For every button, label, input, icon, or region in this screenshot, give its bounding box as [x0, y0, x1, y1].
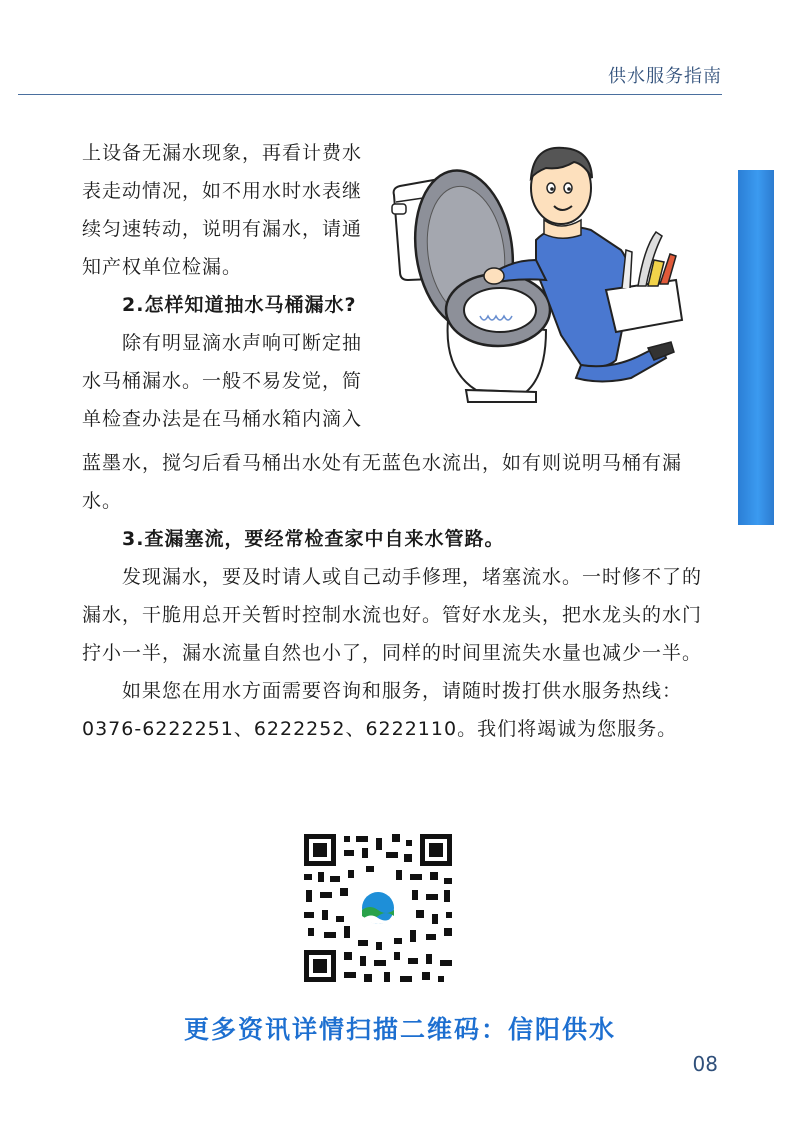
- qr-caption: 更多资讯详情扫描二维码：信阳供水: [183, 1015, 616, 1044]
- header-section-title: 供水服务指南: [608, 66, 722, 87]
- text-block-full: [82, 444, 702, 748]
- header-divider: [18, 94, 722, 95]
- text-block-top: [82, 134, 382, 438]
- section-heading-2: 2.怎样知道抽水马桶漏水?: [122, 294, 357, 316]
- qr-code-icon[interactable]: [300, 830, 456, 986]
- paragraph-line: 知产权单位检漏。: [82, 256, 243, 278]
- paragraph-line: 续匀速转动，说明有漏水，请通: [82, 218, 363, 240]
- page-number: 08: [692, 1052, 718, 1076]
- section-heading-3: 3.查漏塞流，要经常检查家中自来水管路。: [122, 528, 505, 550]
- paragraph-line: 表走动情况，如不用水时水表继: [82, 180, 363, 202]
- side-color-tab: [738, 170, 774, 525]
- paragraph-repair: 发现漏水，要及时请人或自己动手修理，堵塞流水。一时修不了的漏水，干脆用总开关暂时控制水流也好。管好水龙头，把水龙头的水门拧小一半，漏水流量自然也小了，同样的时间里流失水量也减少一半。: [82, 566, 703, 664]
- paragraph-line: 单检查办法是在马桶水箱内滴入: [82, 408, 363, 430]
- plumber-toilet-illustration: [386, 120, 686, 410]
- paragraph-line: 除有明显滴水声响可断定抽: [122, 332, 363, 354]
- paragraph-line: 水马桶漏水。一般不易发觉，简: [82, 370, 363, 392]
- paragraph-hotline: 如果您在用水方面需要咨询和服务，请随时拨打供水服务热线：0376-6222251、6222252、6222110。我们将竭诚为您服务。: [82, 680, 683, 740]
- paragraph-line: 上设备无漏水现象，再看计费水: [82, 142, 363, 164]
- paragraph-continued: 蓝墨水，搅匀后看马桶出水处有无蓝色水流出，如有则说明马桶有漏水。: [82, 452, 683, 512]
- water-company-logo-icon: [358, 888, 398, 928]
